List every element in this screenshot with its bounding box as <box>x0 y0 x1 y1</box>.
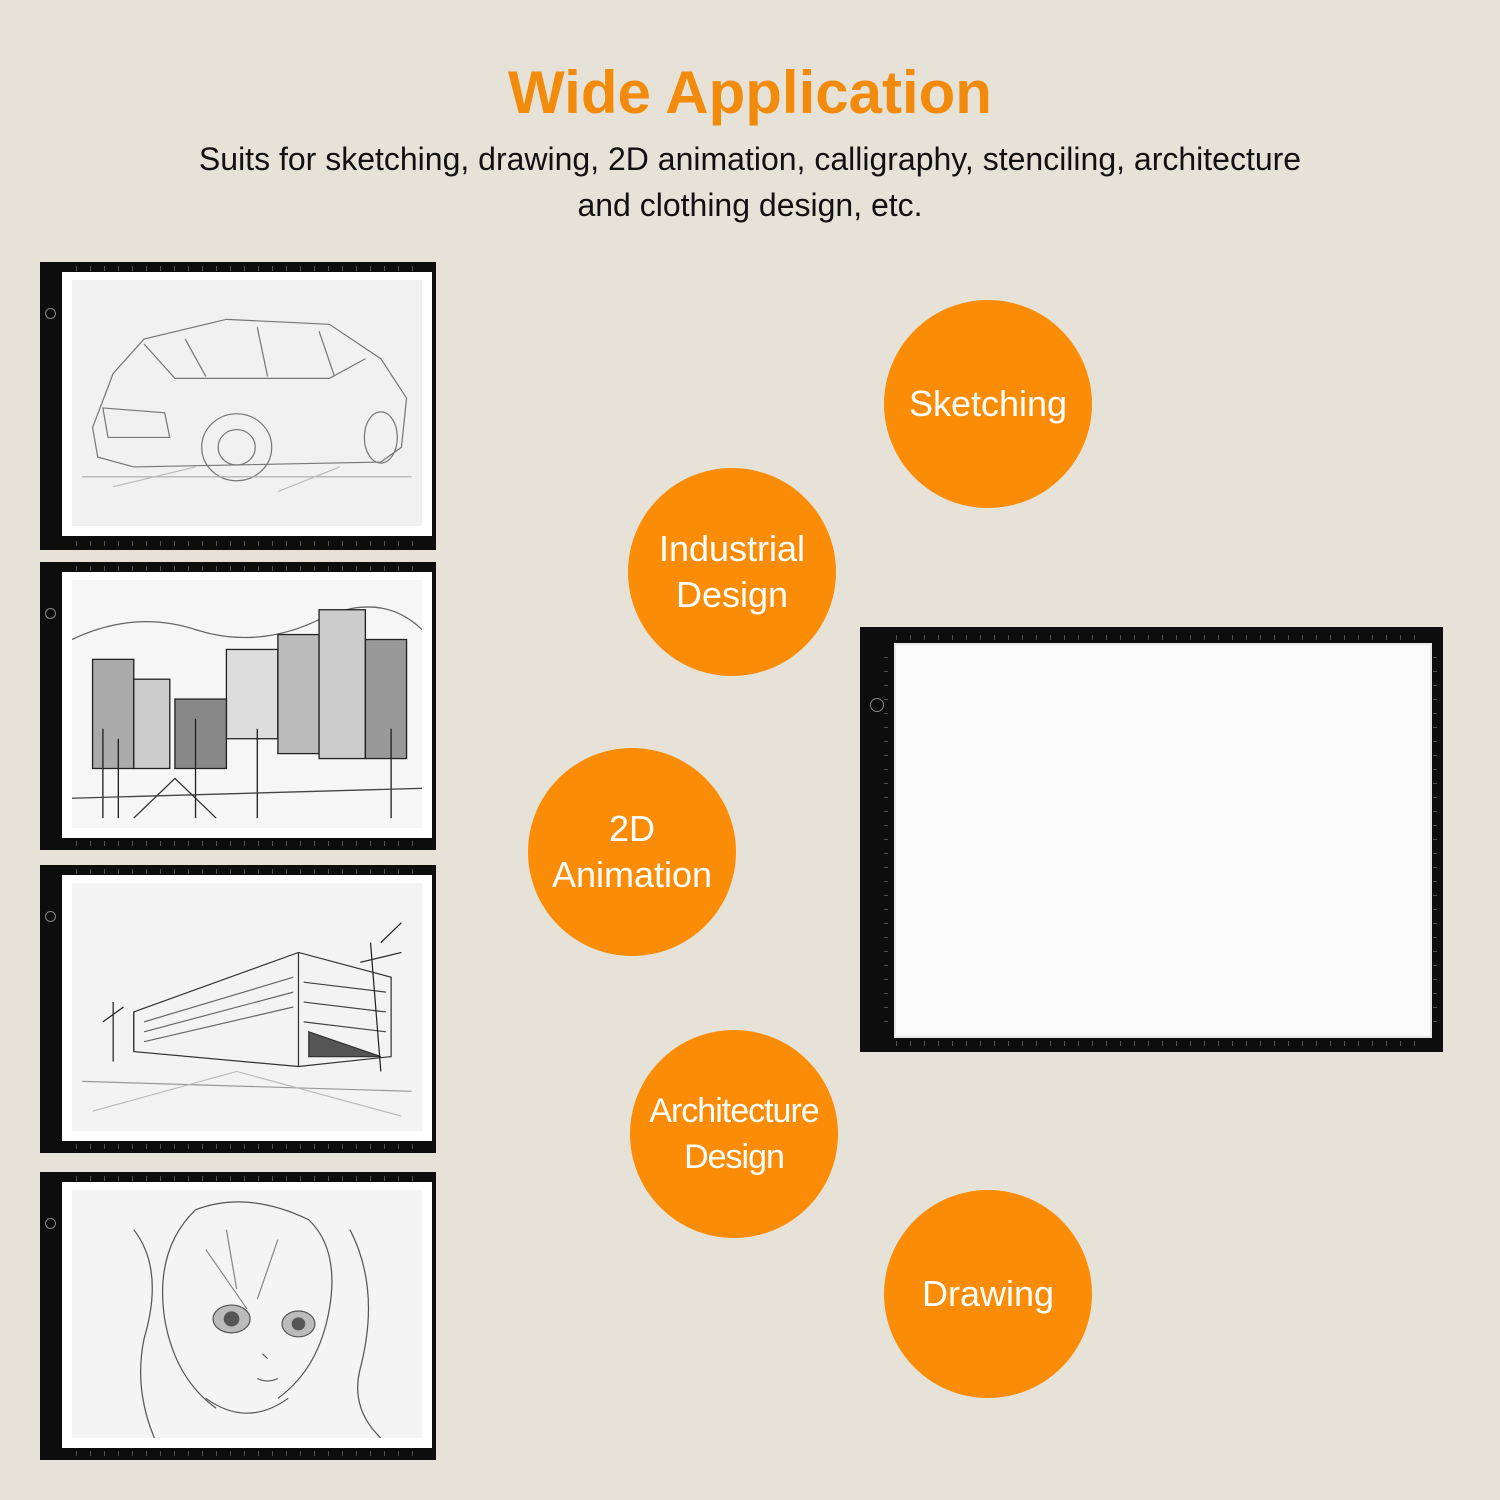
anime-sketch-image <box>72 1190 422 1438</box>
power-button-icon <box>45 308 56 319</box>
pad-ruler <box>76 1144 422 1149</box>
power-button-icon <box>45 911 56 922</box>
subtitle-line-1: Suits for sketching, drawing, 2D animation, calligraphy, stenciling, architecture <box>198 141 1302 177</box>
circle-label <box>649 1088 818 1180</box>
pad-ruler <box>76 541 422 546</box>
pad-screen-lit <box>894 643 1432 1038</box>
car-sketch-image <box>72 280 422 526</box>
pad-ruler <box>76 1451 422 1456</box>
application-circle-drawing <box>884 1190 1092 1398</box>
subtitle-line-2: and clothing design, etc. <box>577 187 923 223</box>
pad-ruler <box>76 566 422 571</box>
light-pad-car-sketch <box>40 262 436 550</box>
page-subtitle <box>100 136 1400 228</box>
pad-screen <box>62 875 432 1141</box>
light-pad-anime-sketch <box>40 1172 436 1460</box>
pad-ruler <box>76 841 422 846</box>
light-pad-building-sketch <box>40 865 436 1153</box>
circle-label-line: Design <box>684 1138 784 1176</box>
page-title: Wide Application <box>508 59 992 126</box>
light-pad-blank <box>860 627 1443 1052</box>
circle-label-line: Architecture <box>649 1092 819 1130</box>
pad-ruler <box>1433 657 1437 1032</box>
circle-label <box>659 526 805 618</box>
pad-screen <box>62 1182 432 1448</box>
circle-label-line: Drawing <box>921 1273 1055 1314</box>
light-pad-city-drawing <box>40 562 436 850</box>
circle-label-line: Design <box>675 574 789 615</box>
pad-ruler <box>76 869 422 874</box>
application-circle-architecture-design <box>630 1030 838 1238</box>
power-button-icon <box>870 698 884 712</box>
pad-ruler <box>884 657 888 1032</box>
pad-ruler <box>76 1176 422 1181</box>
circle-label <box>922 1271 1054 1317</box>
application-circle-2d-animation <box>528 748 736 956</box>
building-sketch-image <box>72 883 422 1131</box>
pad-ruler <box>896 635 1427 640</box>
power-button-icon <box>45 1218 56 1229</box>
pad-screen <box>62 272 432 536</box>
city-drawing-image <box>72 580 422 828</box>
pad-ruler <box>896 1041 1427 1046</box>
circle-label-line: Industrial <box>658 528 806 569</box>
circle-label-line: Animation <box>551 854 713 895</box>
pad-ruler <box>76 266 422 271</box>
circle-label-line: 2D <box>608 808 656 849</box>
application-circle-industrial-design <box>628 468 836 676</box>
pad-screen <box>62 572 432 838</box>
circle-label-line: Sketching <box>908 383 1068 424</box>
circle-label <box>909 381 1067 427</box>
circle-label <box>552 806 712 898</box>
power-button-icon <box>45 608 56 619</box>
application-circle-sketching <box>884 300 1092 508</box>
